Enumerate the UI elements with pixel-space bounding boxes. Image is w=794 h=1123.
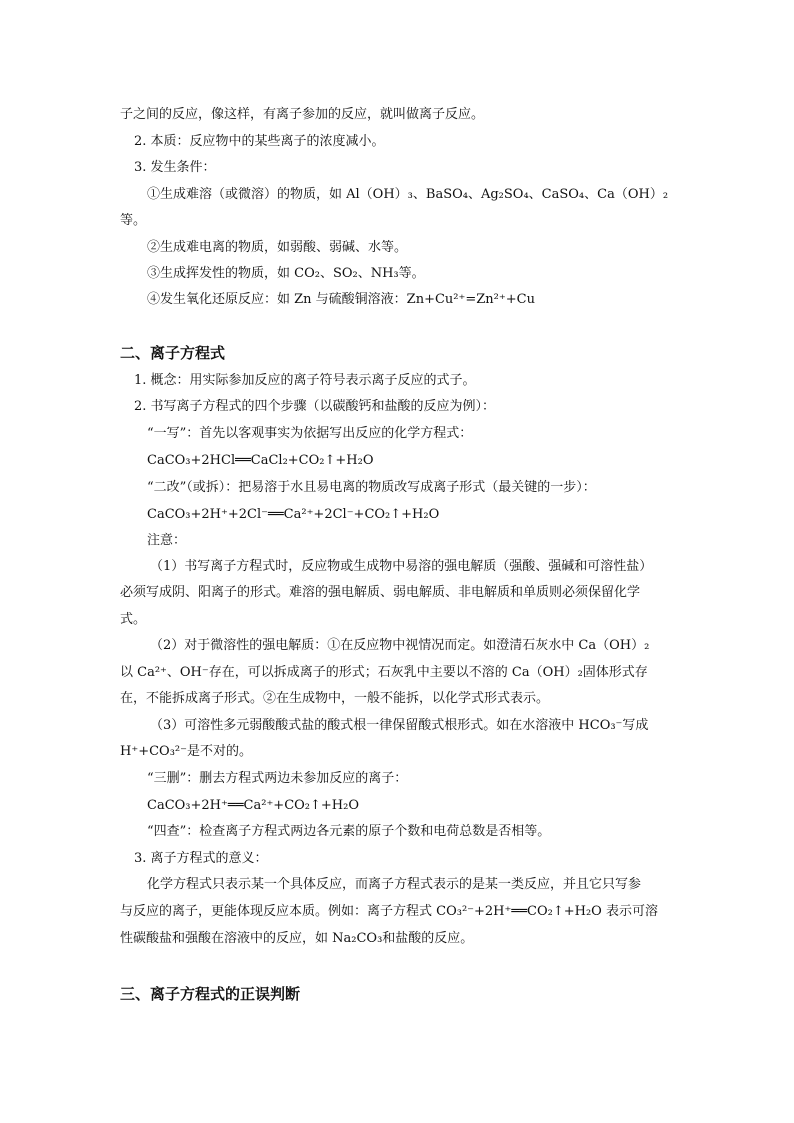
text-line: ①生成难溶（或微溶）的物质，如 Al（OH）₃、BaSO₄、Ag₂SO₄、CaSO₄、Ca（OH）₂ (147, 187, 669, 202)
text-line: 化学方程式只表示某一个具体反应，而离子方程式表示的是某一类反应，并且它只写参 (147, 877, 642, 892)
text-line: H⁺+CO₃²⁻是不对的。 (120, 744, 252, 759)
text-line: 3. 发生条件： (134, 160, 216, 175)
equation: CaCO₃+2H⁺+2Cl⁻══Ca²⁺+2Cl⁻+CO₂↑+H₂O (147, 507, 440, 522)
text-line: “二改”（或拆）：把易溶于水且易电离的物质改写成离子形式（最关键的一步）： (147, 480, 596, 495)
text-line: 以 Ca²⁺、OH⁻存在，可以拆成离子的形式；石灰乳中主要以不溶的 Ca（OH）₂固体形式存 (120, 665, 648, 680)
text-line: 子之间的反应，像这样，有离子参加的反应，就叫做离子反应。 (120, 107, 485, 122)
text-line: 必须写成阴、阳离子的形式。难溶的强电解质、弱电解质、非电解质和单质则必须保留化学 (120, 585, 641, 600)
text-line: 性碳酸盐和强酸在溶液中的反应，如 Na₂CO₃和盐酸的反应。 (120, 931, 474, 946)
text-line: （2）对于微溶性的强电解质：①在反应物中视情况而定。如澄清石灰水中 Ca（OH）₂ (150, 638, 650, 653)
text-line: “四查”：检查离子方程式两边各元素的原子个数和电荷总数是否相等。 (147, 824, 551, 839)
text-line: （1）书写离子方程式时，反应物或生成物中易溶的强电解质（强酸、强碱和可溶性盐） (150, 559, 653, 574)
section-heading: 二、离子方程式 (120, 344, 226, 362)
text-line: 3. 离子方程式的意义： (134, 851, 268, 866)
text-line: 2. 本质：反应物中的某些离子的浓度减小。 (134, 134, 385, 149)
text-line: 式。 (120, 612, 147, 627)
text-line: “一写”：首先以客观事实为依据写出反应的化学方程式： (147, 426, 473, 441)
text-line: 注意： (147, 533, 187, 548)
text-line: ③生成挥发性的物质，如 CO₂、SO₂、NH₃等。 (147, 266, 425, 281)
text-line: ④发生氧化还原反应：如 Zn 与硫酸铜溶液：Zn+Cu²⁺=Zn²⁺+Cu (147, 292, 535, 307)
text-line: （3）可溶性多元弱酸酸式盐的酸式根一律保留酸式根形式。如在水溶液中 HCO₃⁻写成 (150, 718, 649, 733)
text-line: 1. 概念：用实际参加反应的离子符号表示离子反应的式子。 (134, 373, 476, 388)
text-line: 在，不能拆成离子形式。②在生成物中，一般不能拆，以化学式形式表示。 (120, 691, 550, 706)
section-heading: 三、离子方程式的正误判断 (120, 985, 301, 1003)
equation: CaCO₃+2H⁺══Ca²⁺+CO₂↑+H₂O (147, 798, 359, 813)
text-line: 与反应的离子，更能体现反应本质。例如：离子方程式 CO₃²⁻+2H⁺══CO₂↑+H₂O 表示可溶 (120, 904, 658, 919)
text-line: 2. 书写离子方程式的四个步骤（以碳酸钙和盐酸的反应为例）： (134, 399, 496, 414)
equation: CaCO₃+2HCl══CaCl₂+CO₂↑+H₂O (147, 453, 374, 468)
text-line: 等。 (120, 213, 147, 228)
text-line: “三删”：删去方程式两边未参加反应的离子： (147, 771, 408, 786)
text-line: ②生成难电离的物质，如弱酸、弱碱、水等。 (147, 240, 408, 255)
